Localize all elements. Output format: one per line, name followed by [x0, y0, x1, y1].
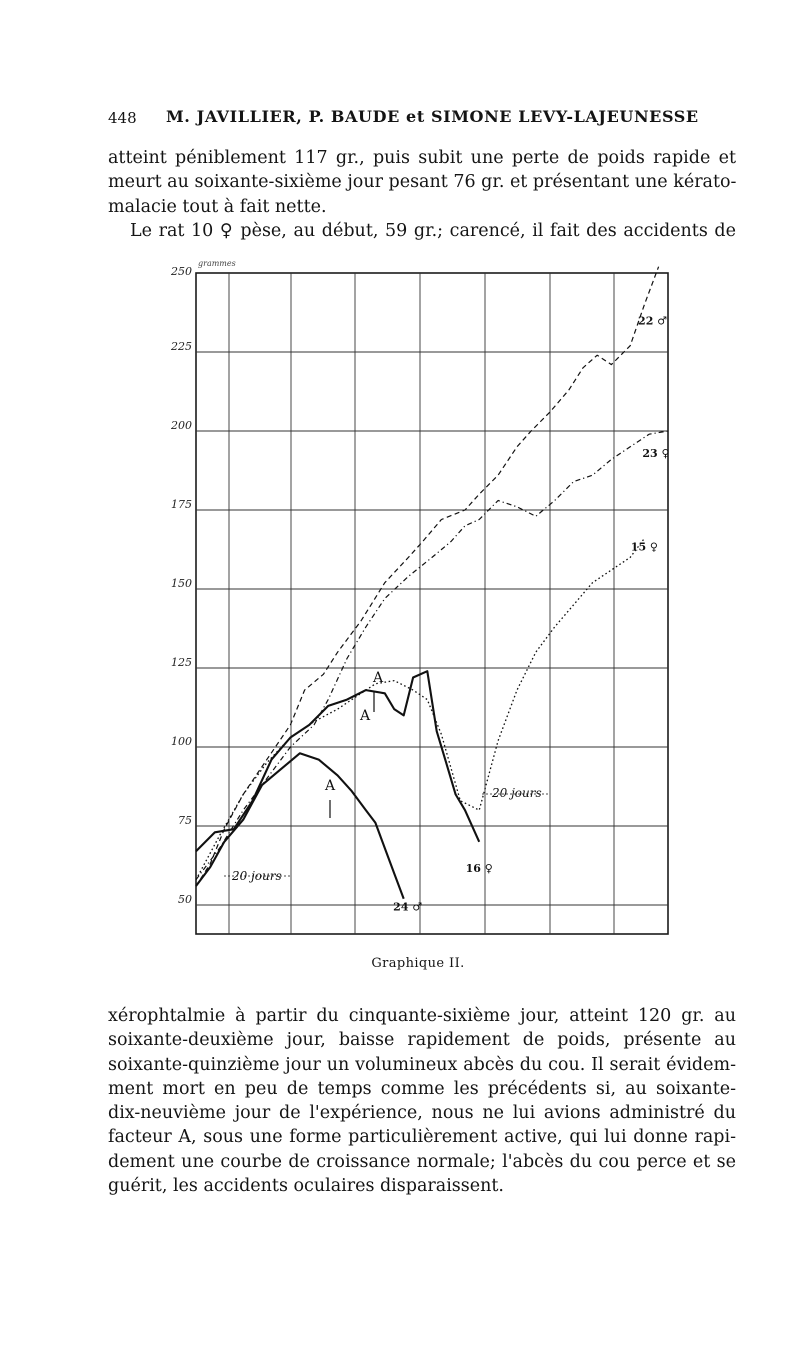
marker-a-label: A: [324, 778, 336, 794]
text-line: ment mort en peu de temps comme les précédents si, au soixante-: [108, 1078, 736, 1099]
y-tick-label: 150: [171, 577, 192, 590]
running-head-authors: M. JAVILLIER, P. BAUDE et SIMONE LEVY-LAJEUNESSE: [166, 107, 699, 126]
series-label: 24 ♂: [393, 900, 423, 914]
y-tick-label: 125: [171, 656, 192, 669]
series-label: 16 ♀: [465, 861, 493, 875]
text-line: xérophtalmie à partir du cinquante-sixième jour, atteint 120 gr. au: [108, 1006, 736, 1026]
chart-series: [196, 267, 670, 914]
text-line: dement une courbe de croissance normale; l'abcès du cou perce et se: [108, 1151, 736, 1172]
y-tick-label: 200: [171, 419, 192, 432]
chart-frame: [196, 273, 668, 934]
y-tick-label: 175: [171, 498, 192, 511]
text-line: dix-neuvième jour de l'expérience, nous ne lui avions administré du: [108, 1103, 736, 1124]
y-tick-label: 225: [171, 340, 192, 353]
text-line: malacie tout à fait nette.: [108, 196, 327, 217]
marker-a-label: A: [359, 708, 371, 724]
y-tick-label: 50: [178, 893, 192, 906]
series-label: 23 ♀: [642, 447, 670, 460]
y-tick-label: 100: [171, 735, 192, 748]
unit-label: grammes: [198, 259, 236, 268]
figure-caption: Graphique II.: [371, 956, 465, 971]
interval-label-left: 20 jours: [232, 869, 282, 883]
y-tick-label: 250: [171, 265, 192, 278]
text-line: facteur A, sous une forme particulièrement active, qui lui donne rapi-: [108, 1127, 736, 1148]
series-label: 22 ♂: [638, 314, 668, 328]
marker-a-label: A: [372, 670, 384, 686]
chart-grid: [196, 273, 668, 934]
text-line: meurt au soixante-sixième jour pesant 76 gr. et présentant une kérato-: [108, 172, 737, 193]
text-line: soixante-quinzième jour un volumineux abcès du cou. Il serait évidem-: [108, 1054, 736, 1075]
interval-label-right: 20 jours: [492, 786, 542, 800]
series-line-1: [196, 431, 668, 880]
y-tick-label: 75: [178, 814, 192, 827]
paragraph-bottom: [108, 1004, 736, 1198]
text-line: soixante-deuxième jour, baisse rapidement de poids, présente au: [108, 1030, 736, 1051]
y-tick-labels: [170, 259, 236, 906]
text-line: guérit, les accidents oculaires disparaissent.: [108, 1176, 504, 1197]
series-line-0: [196, 267, 659, 886]
series-label: 15 ♀: [630, 540, 658, 554]
text-line: atteint péniblement 117 gr., puis subit une perte de poids rapide et: [108, 148, 736, 168]
page-number: 448: [108, 109, 137, 127]
text-line: Le rat 10 ♀ pèse, au début, 59 gr.; carencé, il fait des accidents de: [130, 220, 736, 241]
